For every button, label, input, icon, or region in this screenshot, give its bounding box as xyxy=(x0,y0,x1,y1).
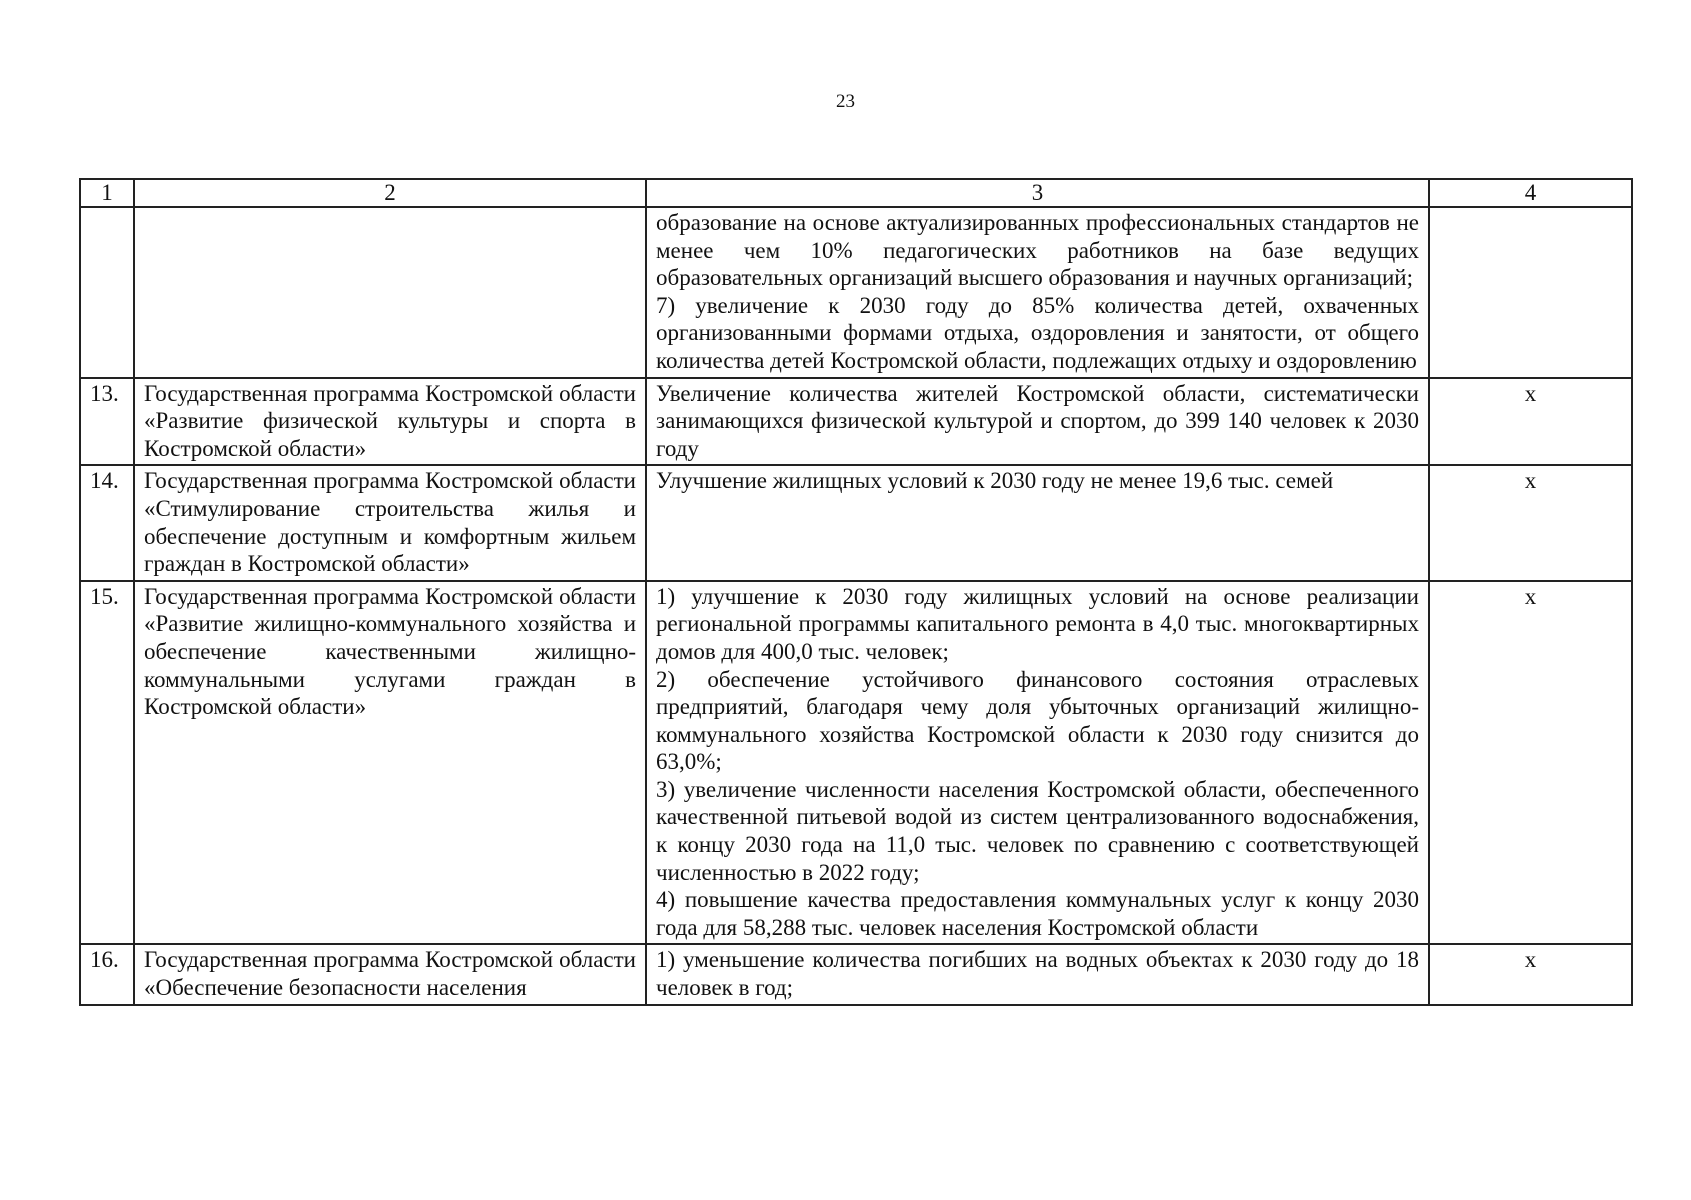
program-name: Государственная программа Костромской области «Развитие физической культуры и спорта в Костромской области» xyxy=(134,378,646,466)
column-number-4: 4 xyxy=(1429,179,1632,207)
table-row-continuation xyxy=(80,207,1632,378)
row-number: 16. xyxy=(80,944,134,1004)
results-table xyxy=(79,178,1633,1006)
result-cell xyxy=(646,378,1429,466)
result-cell xyxy=(646,207,1429,378)
row-number: 15. xyxy=(80,581,134,945)
result-paragraph: Увеличение количества жителей Костромской области, систематически занимающихся физической культурой и спортом, до 399 140 человек к 2030 году xyxy=(656,380,1419,461)
column-number-1: 1 xyxy=(80,179,134,207)
column-number-row xyxy=(80,179,1632,207)
mark: x xyxy=(1429,581,1632,945)
program-name: Государственная программа Костромской области «Развитие жилищно-коммунального хозяйства и обеспечение качественными жилищно-коммунальными услугами граждан в Костромской области» xyxy=(134,581,646,945)
table-row xyxy=(80,465,1632,580)
result-paragraph: 1) уменьшение количества погибших на водных объектах к 2030 году до 18 человек в год; xyxy=(656,947,1419,1001)
result-paragraph: 4) повышение качества предоставления коммунальных услуг к концу 2030 года для 58,288 тыс. человек населения Костромской области xyxy=(656,887,1419,940)
result-paragraph: 2) обеспечение устойчивого финансового состояния отраслевых предприятий, благодаря чему доля убыточных организаций жилищно-коммунального хозяйства Костромской области к 2030 году снизится до 63,0%; xyxy=(656,666,1419,775)
result-paragraph: 7) увеличение к 2030 году до 85% количества детей, охваченных организованными формами отдыха, оздоровления и занятости, от общего количества детей Костромской области, подлежащих отдыху и оздоровлению xyxy=(656,292,1419,373)
column-number-2: 2 xyxy=(134,179,646,207)
row-number: 14. xyxy=(80,465,134,580)
table-row xyxy=(80,378,1632,466)
column-number-3: 3 xyxy=(646,179,1429,207)
program-name: Государственная программа Костромской области «Обеспечение безопасности населения xyxy=(134,944,646,1004)
table-row xyxy=(80,944,1632,1004)
result-cell xyxy=(646,465,1429,580)
row-number-cell xyxy=(80,207,134,378)
program-name: Государственная программа Костромской области «Стимулирование строительства жилья и обеспечение доступным и комфортным жильем граждан в Костромской области» xyxy=(134,465,646,580)
mark: x xyxy=(1429,465,1632,580)
mark: x xyxy=(1429,944,1632,1004)
table-row xyxy=(80,581,1632,945)
result-paragraph: 3) увеличение численности населения Костромской области, обеспеченного качественной питьевой водой из систем централизованного водоснабжения, к концу 2030 года на 11,0 тыс. человек по сравнению с соответствующей численностью в 2022 году; xyxy=(656,776,1419,885)
result-paragraph: Улучшение жилищных условий к 2030 году не менее 19,6 тыс. семей xyxy=(656,468,1334,494)
row-number: 13. xyxy=(80,378,134,466)
page-number: 23 xyxy=(836,91,855,112)
mark-cell xyxy=(1429,207,1632,378)
mark: x xyxy=(1429,378,1632,466)
result-paragraph: 1) улучшение к 2030 году жилищных условий на основе реализации региональной программы капитального ремонта в 4,0 тыс. многоквартирных домов для 400,0 тыс. человек; xyxy=(656,583,1419,664)
result-paragraph: образование на основе актуализированных профессиональных стандартов не менее чем 10% педагогических работников на базе ведущих образовательных организаций высшего образования и научных организаций; xyxy=(656,210,1419,291)
result-cell xyxy=(646,944,1429,1004)
result-cell xyxy=(646,581,1429,945)
program-name-cell xyxy=(134,207,646,378)
